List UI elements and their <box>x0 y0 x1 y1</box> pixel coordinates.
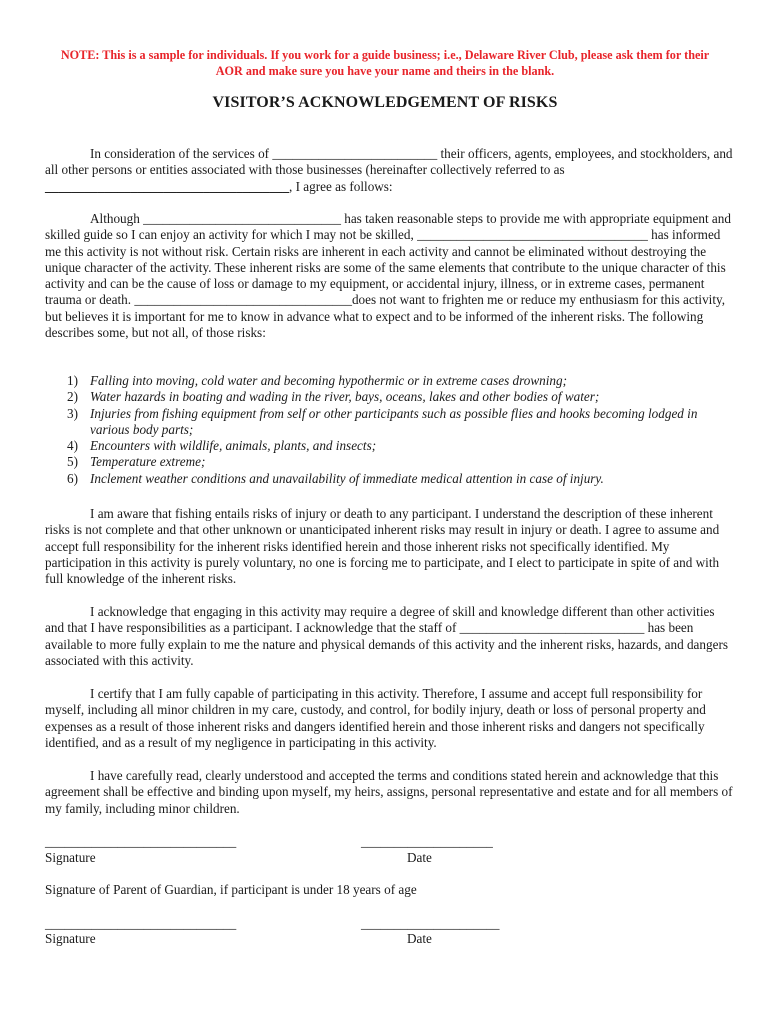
risk-list <box>45 373 735 487</box>
paragraph-consideration: In consideration of the services of _________________________ their officers, agents, employees, and stockholders, and all other persons or entities associated with those businesses (hereinafter collectively referred to as _____________________________________, I agree as follows: <box>45 146 733 194</box>
signature-line-1: _____________________________ <box>45 834 237 849</box>
date-label-2: Date <box>407 931 432 946</box>
enthusiasm-blank: _________________________________ <box>134 292 352 308</box>
signature-label-1: Signature <box>45 850 96 865</box>
note-line-1: NOTE: This is a sample for individuals. If you work for a guide business; i.e., Delaware River Club, please ask them for their <box>60 48 710 62</box>
staff-blank: ____________________________ <box>459 620 645 636</box>
informer-blank: ___________________________________ <box>417 227 648 243</box>
date-line-2: _____________________ <box>361 916 500 931</box>
paragraph-certify: I certify that I am fully capable of participating in this activity. Therefore, I assume and accept full responsibility for myself, including all minor children in my care, custody, and control, for bodily injury, death or loss of personal property and expenses as a result of those inherent risks and dangers identified herein and those inherent risks and dangers not specifically identified, and as a result of my negligence in participating in this activity. <box>45 686 706 750</box>
list-item: 4) Encounters with wildlife, animals, plants, and insects; <box>67 438 377 454</box>
sample-note <box>30 47 740 79</box>
note-line-2: AOR and make sure you have your name and theirs in the blank. <box>215 64 555 78</box>
entities-blank: _____________________________________ <box>45 178 289 194</box>
services-blank: _________________________ <box>272 146 438 161</box>
list-item: 5) Temperature extreme; <box>67 454 206 470</box>
guardian-label: Signature of Parent of Guardian, if participant is under 18 years of age <box>45 882 417 897</box>
provider-blank: ______________________________ <box>143 211 341 226</box>
paragraph-read: I have carefully read, clearly understood and accepted the terms and conditions stated herein and acknowledge that this agreement shall be effective and binding upon myself, my heirs, assigns, personal representative and estate and for all members of my family, including minor children. <box>45 768 733 816</box>
document-title: VISITOR’S ACKNOWLEDGEMENT OF RISKS <box>212 94 558 111</box>
signature-line-2: _____________________________ <box>45 916 237 931</box>
list-item: 6) Inclement weather conditions and unavailability of immediate medical attention in case of injury. <box>67 470 604 486</box>
list-item: 2) Water hazards in boating and wading in the river, bays, oceans, lakes and other bodies of water; <box>67 389 600 405</box>
list-item: 1) Falling into moving, cold water and becoming hypothermic or in extreme cases drowning; <box>67 373 567 388</box>
date-label-1: Date <box>407 850 432 865</box>
paragraph-aware: I am aware that fishing entails risks of injury or death to any participant. I understand the description of these inherent risks is not complete and that other unknown or unanticipated inherent risks may result in injury or death. I agree to assume and accept full responsibility for the inherent risks identified herein and those inherent risks not specifically identified. My participation in this activity is purely voluntary, no one is forcing me to participate, and I elect to participate in spite of and with full knowledge of the inherent risks. <box>45 506 720 587</box>
paragraph-although: Although ______________________________ has taken reasonable steps to provide me with appropriate equipment and skilled guide so I can enjoy an activity for which I may not be skilled, ___________________________________ has informed me this activity is not without risk. Certain risks are inherent in each activity and cannot be eliminated without destroying the unique character of the activity. These inherent risks are some of the same elements that contribute to the unique character of this activity and can be the cause of loss or damage to my equipment, or accidental injury, illness, or in extreme cases, permanent trauma or death. _________________________________does not want to frighten me or reduce my enthusiasm for this activity, but believes it is important for me to know in advance what to expect and to be informed of the inherent risks. The following describes some, but not all, of those risks: <box>45 211 731 341</box>
paragraph-acknowledge: I acknowledge that engaging in this activity may require a degree of skill and knowledge different than other activities and that I have responsibilities as a participant. I acknowledge that the staff of ____________________________ has been available to more fully explain to me the nature and physical demands of this activity and the inherent risks, hazards, and dangers associated with this activity. <box>45 604 728 668</box>
date-line-1: ____________________ <box>361 834 493 849</box>
signature-label-2: Signature <box>45 931 96 946</box>
list-item: 3) Injuries from fishing equipment from self or other participants such as possible flies and hooks becoming lodged in various body parts; <box>67 405 698 437</box>
